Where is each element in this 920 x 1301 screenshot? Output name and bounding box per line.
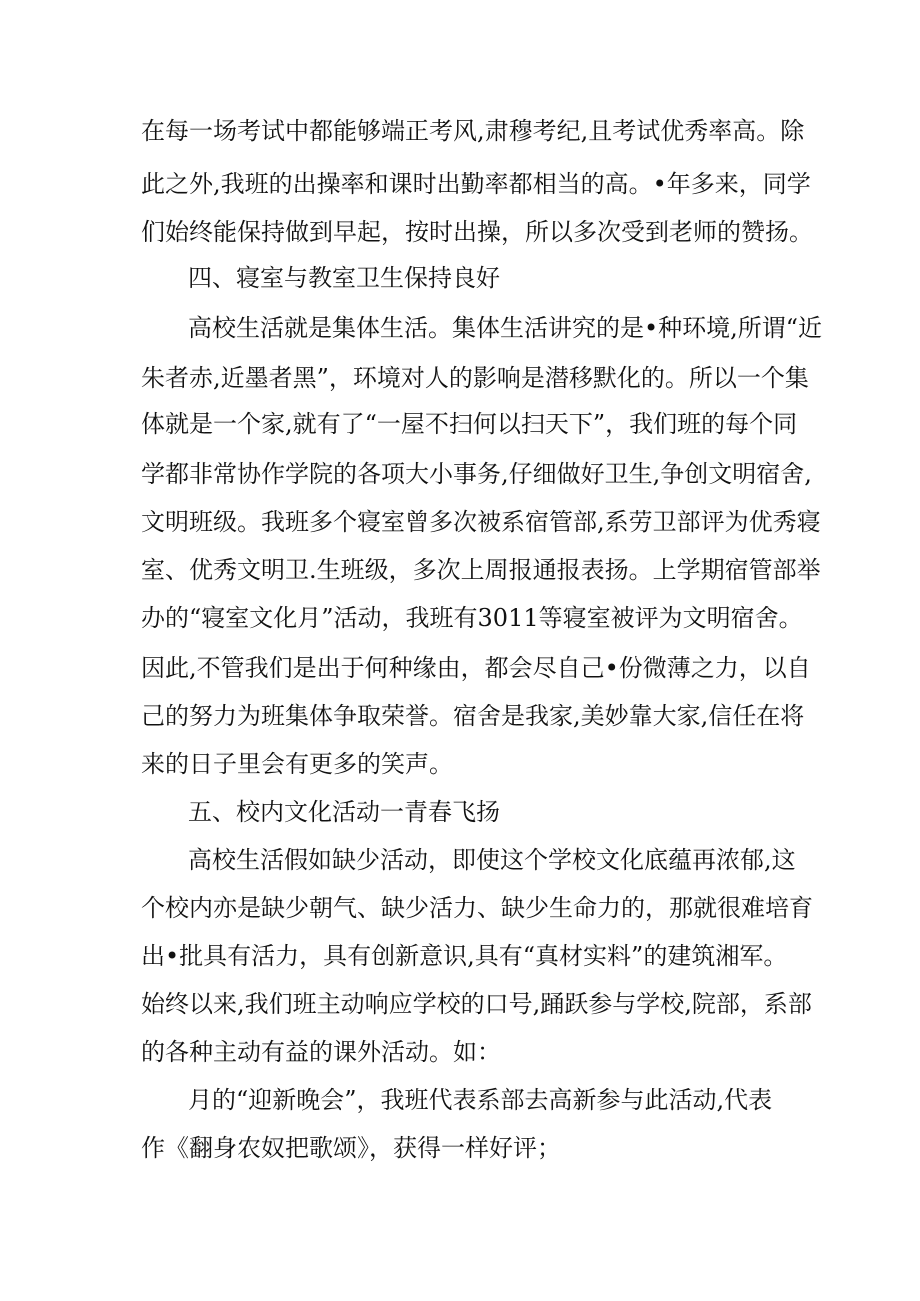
- section-heading: 四、寝室与教室卫生保持良好: [188, 264, 500, 292]
- text-line: 个校内亦是缺少朝气、缺少活力、缺少生命力的，那就很难培育: [141, 894, 813, 922]
- text-line: 月的“迎新晚会”，我班代表系部去高新参与此活动,代表: [188, 1086, 773, 1114]
- text-line: 朱者赤,近墨者黑”，环境对人的影响是潜移默化的。所以一个集: [141, 364, 809, 392]
- text-line: 文明班级。我班多个寝室曾多次被系宿管部,系劳卫部评为优秀寝: [141, 508, 821, 536]
- text-line: 的各种主动有益的课外活动。如：: [141, 1038, 501, 1066]
- text-line: 此之外,我班的出操率和课时出勤率都相当的高。•年多来，同学: [141, 170, 811, 198]
- text-line: 高校生活就是集体生活。集体生活讲究的是•种环境,所谓“近: [188, 314, 823, 342]
- text-line: 办的“寝室文化月”活动，我班有3011等寝室被评为文明宿舍。: [141, 604, 803, 632]
- section-heading: 五、校内文化活动一青春飞扬: [188, 798, 500, 826]
- text-line: 在每一场考试中都能够端正考风,肃穆考纪,且考试优秀率高。除: [141, 117, 805, 145]
- text-line: 室、优秀文明卫.生班级，多次上周报通报表扬。上学期宿管部举: [141, 556, 821, 584]
- text-line: 们始终能保持做到早起，按时出操，所以多次受到老师的赞扬。: [141, 218, 813, 246]
- text-line: 作《翻身农奴把歌颂》，获得一样好评；: [141, 1134, 561, 1162]
- text-line: 学都非常协作学院的各项大小事务,仔细做好卫生,争创文明宿舍,: [141, 460, 812, 488]
- text-line: 因此,不管我们是出于何种缘由，都会尽自己•份微薄之力，以自: [141, 654, 811, 682]
- text-line: 体就是一个家,就有了“一屋不扫何以扫天下”，我们班的每个同: [141, 410, 798, 438]
- text-line: 己的努力为班集体争取荣誉。宿舍是我家,美妙靠大家,信任在将: [141, 702, 805, 730]
- text-line: 出•批具有活力，具有创新意识,具有“真材实料”的建筑湘军。: [141, 942, 788, 970]
- text-line: 始终以来,我们班主动响应学校的口号,踊跃参与学校,院部，系部: [141, 990, 812, 1018]
- text-line: 来的日子里会有更多的笑声。: [141, 750, 453, 778]
- text-line: 高校生活假如缺少活动，即使这个学校文化底蕴再浓郁,这: [188, 846, 796, 874]
